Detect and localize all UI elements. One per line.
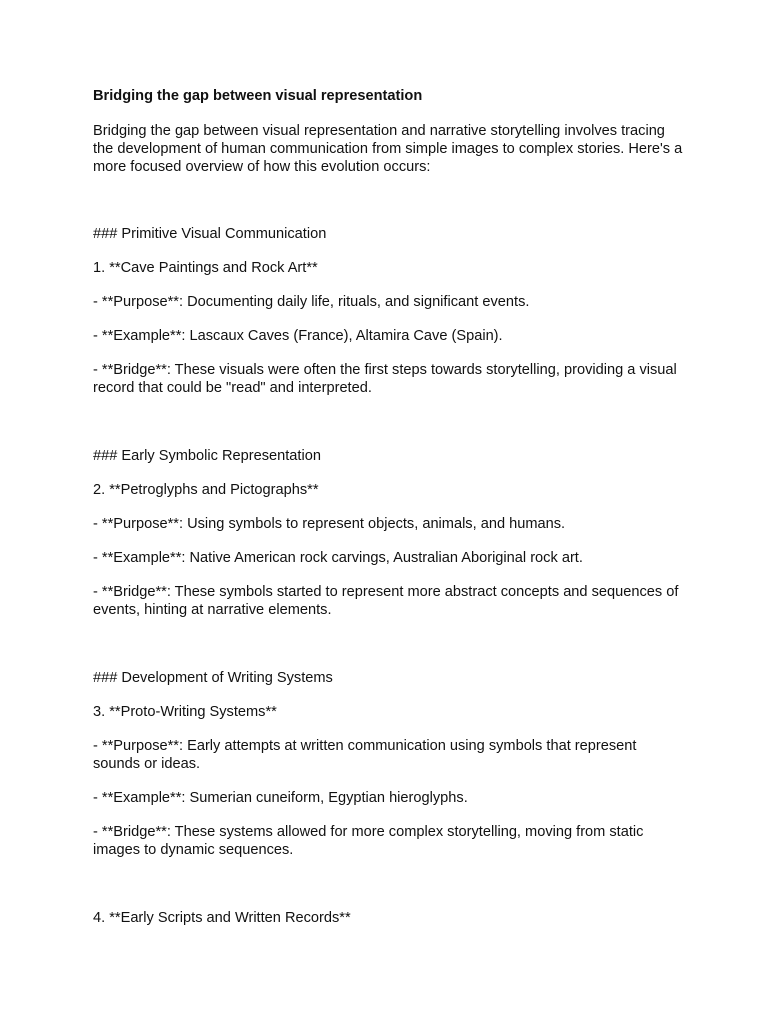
bullet-purpose: - **Purpose**: Using symbols to represent objects, animals, and humans. <box>93 516 566 532</box>
bullet-example: - **Example**: Native American rock carvings, Australian Aboriginal rock art. <box>93 550 583 566</box>
section-heading: ### Early Symbolic Representation <box>93 448 321 464</box>
document-title: Bridging the gap between visual representation <box>93 88 423 104</box>
numbered-item: 3. **Proto-Writing Systems** <box>93 704 277 720</box>
section-heading: ### Primitive Visual Communication <box>93 226 327 242</box>
document-body <box>93 87 683 943</box>
bullet-purpose: - **Purpose**: Early attempts at written communication using symbols that represent sounds or ideas. <box>93 738 637 772</box>
numbered-item: 1. **Cave Paintings and Rock Art** <box>93 260 318 276</box>
numbered-item: 2. **Petroglyphs and Pictographs** <box>93 482 319 498</box>
bullet-bridge: - **Bridge**: These symbols started to represent more abstract concepts and sequences of events, hinting at narrative elements. <box>93 584 679 618</box>
bullet-purpose: - **Purpose**: Documenting daily life, rituals, and significant events. <box>93 294 530 310</box>
bullet-bridge: - **Bridge**: These visuals were often the first steps towards storytelling, providing a visual record that could be "read" and interpreted. <box>93 362 677 396</box>
bullet-example: - **Example**: Lascaux Caves (France), Altamira Cave (Spain). <box>93 328 503 344</box>
section-heading: ### Development of Writing Systems <box>93 670 333 686</box>
numbered-item: 4. **Early Scripts and Written Records** <box>93 910 351 926</box>
intro-paragraph: Bridging the gap between visual representation and narrative storytelling involves tracing the development of human communication from simple images to complex stories. Here's a more focused overview of how this evolution occurs: <box>93 123 683 175</box>
bullet-bridge: - **Bridge**: These systems allowed for more complex storytelling, moving from static images to dynamic sequences. <box>93 824 644 858</box>
bullet-example: - **Example**: Sumerian cuneiform, Egyptian hieroglyphs. <box>93 790 468 806</box>
